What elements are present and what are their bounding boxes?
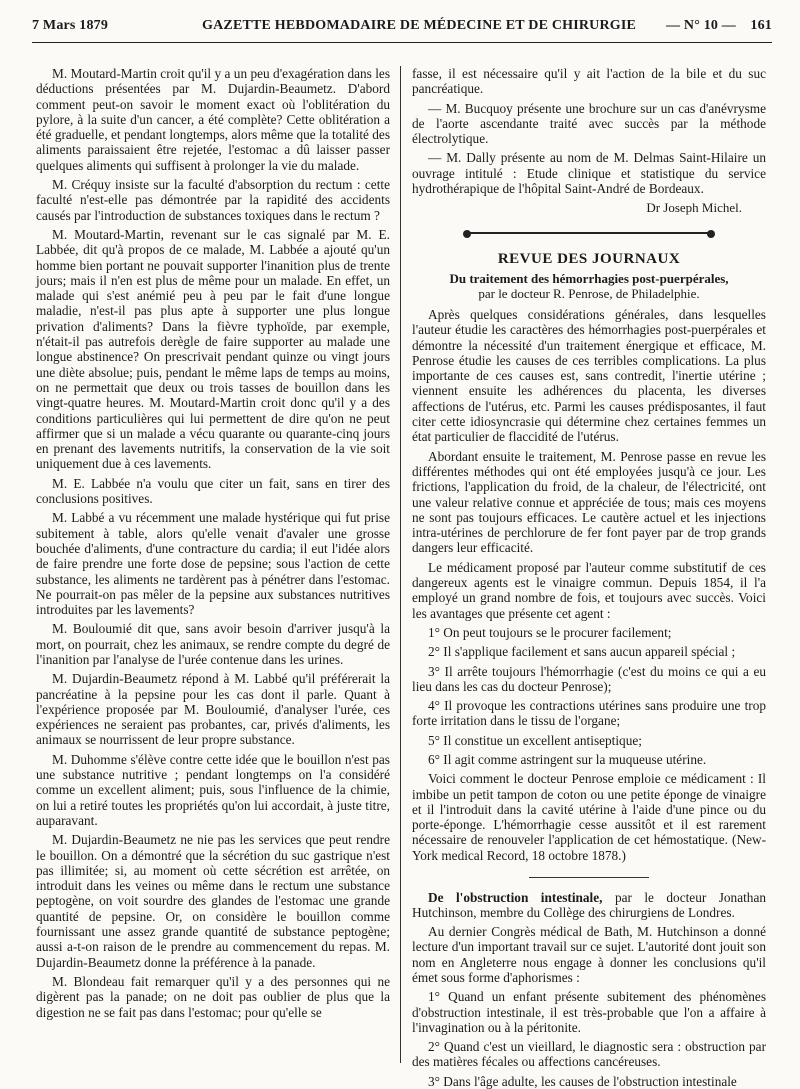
right-column (412, 66, 766, 1089)
paragraph: M. Dujardin-Beaumetz répond à M. Labbé qu'il préférerait la pancréatine à la pepsine pour les cas dont il parle. Quant à l'expérience proposée par M. Bouloumié, d'analyser l'urée, ces expériences ne seraient pas probantes, car, privés d'aliments, les animaux se nourrissent de leur propre substance. (36, 671, 390, 748)
column-divider (400, 66, 401, 1063)
article-title: Du traitement des hémorrhagies post-puerpérales, (449, 270, 729, 286)
article-author: par le docteur Jonathan Hutchinson, membre du Collège des chirurgiens de Londres. (412, 890, 766, 921)
signature: Dr Joseph Michel. (646, 200, 742, 216)
paragraph: M. Duhomme s'élève contre cette idée que le bouillon n'est pas une substance nutritive ; pendant longtemps on l'a considéré comme un excellent aliment; puis, sous l'influence de la chimie, on lui a retiré toutes les propriétés qu'on lui accordait, à juste titre, auparavant. (36, 751, 390, 828)
separator-rule (529, 877, 649, 878)
list-item: 3° Il arrête toujours l'hémorrhagie (c'est du moins ce qui a eu lieu dans les cas du docteur Penrose); (412, 663, 766, 694)
header-date: 7 Mars 1879 (32, 18, 109, 33)
header-page-number: 161 (750, 18, 772, 33)
paragraph: — M. Dally présente au nom de M. Delmas Saint-Hilaire un ouvrage intitulé : Etude clinique et statistique du service hydrothérapique de l'hôpital Saint-André de Bordeaux. (412, 150, 766, 197)
list-item: 1° On peut toujours se le procurer facilement; (428, 624, 672, 640)
paragraph: Après quelques considérations générales, dans lesquelles l'auteur étudie les caractères des hémorrhagies post-puerpérales et démontre la nécessité d'un traitement énergique et efficace, M. Penrose étudie les causes de ces terribles complications. La plus importante de ces causes est, sans contredit, l'inertie utérine ; viennent ensuite les adhérences du placenta, les diverses affections de l'utérus, etc. Parmi les causes prédisposantes, il faut citer cette idiosyncrasie qui détermine chez certaines femmes un état particulier de flaccidité de l'utérus. (412, 306, 766, 445)
article-heading (412, 890, 766, 920)
running-header (32, 18, 772, 40)
paragraph: M. Bouloumié dit que, sans avoir besoin d'arriver jusqu'à la mort, on pourrait, chez les animaux, se rendre compte du degré de l'inanition par l'analyse de l'urée contenue dans les urines. (36, 621, 390, 667)
paragraph: Le médicament proposé par l'auteur comme substitutif de ces dangereux agents est le vinaigre commun. Depuis 1854, il l'a employé un grand nombre de fois, et toujours avec succès. Voici les avantages que présente cet agent : (412, 559, 766, 621)
list-item: 4° Il provoque les contractions utérines sans produire une trop forte irritation dans le tissu de l'organe; (412, 698, 766, 729)
list-item: 2° Il s'applique facilement et sans aucun appareil spécial ; (428, 644, 736, 660)
paragraph: — M. Bucquoy présente une brochure sur un cas d'anévrysme de l'aorte ascendante traité avec succès par la méthode électrolytique. (412, 100, 766, 147)
ornamental-rule (412, 226, 766, 240)
header-rule (32, 42, 772, 43)
paragraph: M. Moutard-Martin croit qu'il y a un peu d'exagération dans les déductions présentées par M. Dujardin-Beaumetz. D'abord comment peut-on savoir le moment exact où l'oblitération du pylore, à la suite d'un cancer, a été complète? Cette oblitération a été graduelle, et pendant longtemps, alors même que la totalité des aliments paraissaient être rejetée, l'estomac a dû laisser passer quelques aliments qui suffisent à prolonger la vie du malade. (36, 66, 390, 173)
paragraph: 1° Quand un enfant présente subitement des phénomènes d'obstruction intestinale, il est très-probable que l'on a affaire à l'invagination ou à la péritonite. (412, 989, 766, 1035)
article-title: De l'obstruction intestinale, (428, 890, 603, 906)
paragraph: Au dernier Congrès médical de Bath, M. Hutchinson a donné lecture d'un important travail sur ce sujet. L'autorité dont jouit son nom en Angleterre nous engage à donner les conclusions qu'il émet sous forme d'aphorismes : (412, 924, 766, 985)
paragraph: 2° Quand c'est un vieillard, le diagnostic sera : obstruction par des matières fécales ou affections cancéreuses. (412, 1039, 766, 1070)
paragraph: M. Labbé a vu récemment une malade hystérique qui fut prise subitement à table, alors qu'elle venait d'avaler une grosse bouchée d'aliments, d'une contracture du cardia; il eut l'idée alors de faire prendre une forte dose de pepsine; sous l'action de cette substance, les aliments ne tardèrent pas à pénétrer dans l'estomac. Ne pourrait-on pas mêler de la pepsine aux substances nutritives introduites par les lavements? (36, 510, 390, 618)
list-item: 5° Il constitue un excellent antiseptique; (428, 732, 642, 748)
paragraph: Abordant ensuite le traitement, M. Penrose passe en revue les différentes méthodes qui ont été employées jusqu'à ce jour. Les frictions, l'application du froid, de la chaleur, de l'électricité, ont une valeur relative connue et appréciée de tous; mais ces moyens ne sont pas toujours efficaces. Le cautère actuel et les injections intra-utérines de perchlorure de fer font payer par de trop grands dangers leur efficacité. (412, 448, 766, 556)
article-heading (412, 271, 766, 301)
paragraph: M. Créquy insiste sur la faculté d'absorption du rectum : cette faculté n'est-elle pas démontrée par la rapidité des accidents causés par l'introduction de substances toxiques dans le rectum ? (36, 177, 390, 223)
header-issue-number: — N° 10 — (666, 18, 737, 33)
paragraph: M. Moutard-Martin, revenant sur le cas signalé par M. E. Labbée, dit qu'à propos de ce malade, M. Labbée a ajouté qu'un homme bien portant ne pouvait supporter l'inanition plus de trente jours; mais il n'en est plus de même pour un malade. En effet, un malade qui s'est anémié peu à peu par le fait d'une longue maladie, n'est-il pas plus apte à supporter une plus longue privation d'aliments? Dans la fièvre typhoïde, par exemple, n'était-il pas autrefois derègle de faire supporter au malade une longue abstinence? On prescrivait pendant quinze ou vingt jours une diète absolue; puis, pendant le même laps de temps au moins, on ne permettait que deux ou trois tasses de bouillon dans les vingt-quatre heures. M. Moutard-Martin croit donc qu'il y a des conditions particulières qui lui permettent de dire qu'on ne peut affirmer que si un malade a vécu quarante ou quarante-cinq jours en prenant des lavements nutritifs, la conservation de la vie soit uniquement due à ces lavements. (36, 226, 390, 472)
paragraph: M. E. Labbée n'a voulu que citer un fait, sans en tirer des conclusions positives. (36, 475, 390, 507)
list-item: 6° Il agit comme astringent sur la muqueuse utérine. (428, 751, 707, 767)
paragraph: M. Blondeau fait remarquer qu'il y a des personnes qui ne digèrent pas la panade; on ne doit pas oublier de plus que la digestion ne se fait pas dans l'estomac; pour qu'elle se (36, 973, 390, 1020)
paragraph: 3° Dans l'âge adulte, les causes de l'obstruction intestinale (428, 1073, 737, 1089)
paragraph: Voici comment le docteur Penrose emploie ce médicament : Il imbibe un petit tampon de coton ou une petite éponge de vinaigre et il l'introduit dans la cavité utérine à l'aide d'une pince ou du porte-éponge. L'hémorrhagie cesse aussitôt et il est rarement nécessaire de renouveler l'application de cet hémostatique. (New-York medical Record, 18 octobre 1878.) (412, 771, 766, 863)
header-title: GAZETTE HEBDOMADAIRE DE MÉDECINE ET DE CHIRURGIE (202, 18, 637, 33)
article-author: par le docteur R. Penrose, de Philadelphie. (478, 285, 700, 301)
paragraph: fasse, il est nécessaire qu'il y ait l'action de la bile et du suc pancréatique. (412, 66, 766, 97)
paragraph: M. Dujardin-Beaumetz ne nie pas les services que peut rendre le bouillon. On a démontré que la sécrétion du suc gastrique n'est pas illimitée; si, au moment où cette sécrétion est arrêtée, on introduit dans les veines ou même dans le rectum une substance peptogène, on voit sourdre des glandes de l'estomac une grande quantité de pepsine. Or, on considère le bouillon comme fournissant une assez grande quantité de substance peptogène; aussi a-t-on raison de le prendre au commencement du repas. M. Dujardin-Beaumetz donne la préférence à la panade. (36, 832, 390, 970)
section-heading: REVUE DES JOURNAUX (497, 250, 681, 267)
left-column (36, 66, 390, 1066)
